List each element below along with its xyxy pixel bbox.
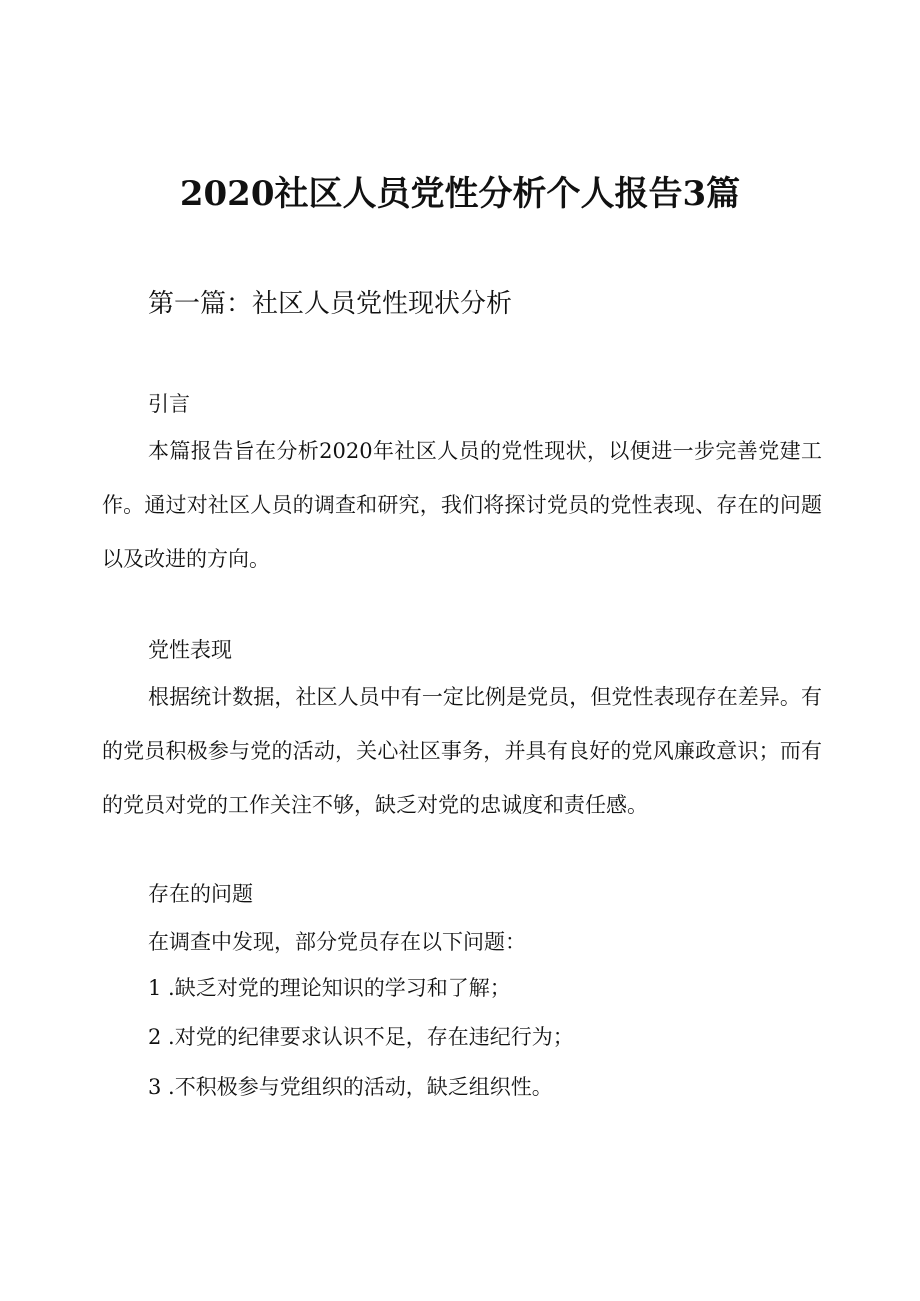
performance-paragraph: 根据统计数据，社区人员中有一定比例是党员，但党性表现存在差异。有的党员积极参与党的活动，关心社区事务，并具有良好的党风廉政意识；而有的党员对党的工作关注不够，缺乏对党的忠诚度和责任感。 <box>102 685 822 817</box>
document-title: 2020社区人员党性分析个人报告3篇 <box>179 174 741 214</box>
problem-item: 2 .对党的纪律要求认识不足，存在违纪行为； <box>148 1025 574 1049</box>
problem-item: 3 .不积极参与党组织的活动，缺乏组织性。 <box>148 1075 553 1099</box>
problems-heading: 存在的问题 <box>148 882 253 906</box>
problem-item: 1 .缺乏对党的理论知识的学习和了解； <box>148 976 511 1000</box>
intro-heading: 引言 <box>148 392 190 416</box>
problems-lead: 在调查中发现，部分党员存在以下问题： <box>148 930 526 954</box>
section-title: 第一篇：社区人员党性现状分析 <box>148 289 513 319</box>
performance-heading: 党性表现 <box>148 638 232 662</box>
intro-paragraph: 本篇报告旨在分析2020年社区人员的党性现状，以便进一步完善党建工作。通过对社区人员的调查和研究，我们将探讨党员的党性表现、存在的问题以及改进的方向。 <box>102 439 822 571</box>
